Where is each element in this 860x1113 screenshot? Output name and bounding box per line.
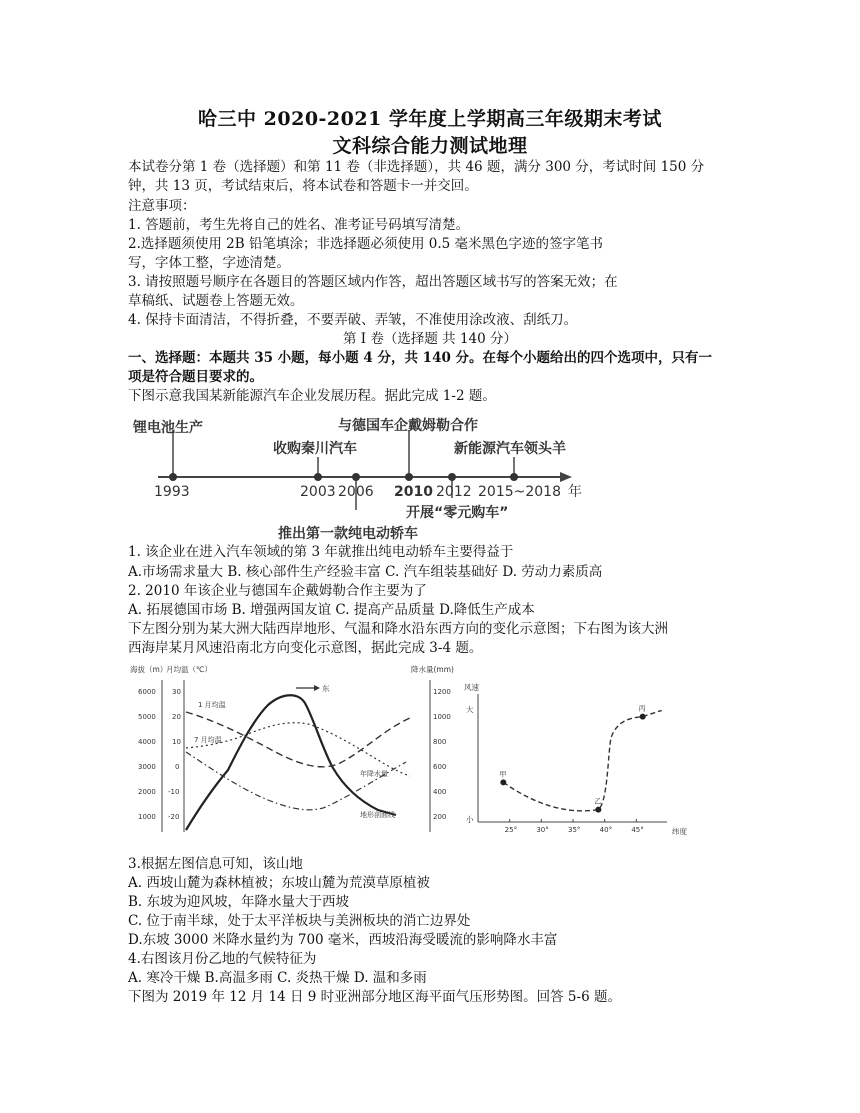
question-4-options: A. 寒冷干燥 B.高温多雨 C. 炎热干燥 D. 温和多雨 bbox=[128, 970, 427, 986]
alt-tick-6000: 6000 bbox=[138, 688, 156, 696]
y-high-label: 大 bbox=[466, 705, 474, 714]
ylabel-altitude: 海拔（m） bbox=[130, 665, 168, 674]
alt-tick-1000: 1000 bbox=[138, 813, 156, 821]
wind-speed-curve bbox=[503, 710, 661, 810]
timeline-arrow bbox=[560, 472, 572, 482]
year-2006: 2006 bbox=[338, 484, 374, 500]
label-zero-cost: 开展“零元购车” bbox=[406, 505, 509, 521]
terrain-climate-chart bbox=[128, 660, 454, 835]
alt-tick-3000: 3000 bbox=[138, 763, 156, 771]
question-4: 4.右图该月份乙地的气候特征为 bbox=[128, 951, 317, 967]
question-3-d: D.东坡 3000 米降水量约为 700 毫米，西坡沿海受暖流的影响降水丰富 bbox=[128, 932, 558, 948]
question-2-options: A. 拓展德国市场 B. 增强两国友谊 C. 提高产品质量 D.降低生产成本 bbox=[128, 602, 535, 618]
x-tick-label: 35° bbox=[568, 826, 581, 834]
label-terrain: 地形剖面线 bbox=[360, 811, 395, 819]
temp-tick-m20: -20 bbox=[168, 813, 180, 821]
temp-tick-m10: -10 bbox=[168, 788, 180, 796]
wind-point bbox=[640, 714, 646, 720]
precip-tick-200: 200 bbox=[433, 813, 447, 821]
precip-tick-1000: 1000 bbox=[433, 713, 451, 721]
notice-4: 4. 保持卡面清洁，不得折叠，不要弄破、弄皱，不准使用涂改液、刮纸刀。 bbox=[128, 312, 578, 328]
notice-title: 注意事项： bbox=[128, 198, 196, 214]
wind-point bbox=[595, 807, 601, 813]
label-jul-temp: 7 月均温 bbox=[194, 736, 222, 744]
question-1: 1. 该企业在进入汽车领域的第 3 年就推出纯电动轿车主要得益于 bbox=[128, 544, 514, 560]
wind-speed-chart bbox=[462, 678, 702, 836]
temp-tick-20: 20 bbox=[172, 713, 181, 721]
ylabel-temperature: 月均温（℃） bbox=[166, 665, 212, 674]
x-tick-label: 30° bbox=[536, 826, 549, 834]
dot-2010 bbox=[405, 473, 413, 481]
temp-tick-0: 0 bbox=[175, 763, 180, 771]
section-heading-b: 项是符合题目要求的。 bbox=[128, 369, 263, 385]
terrain-profile-line bbox=[186, 695, 396, 830]
x-tick-label: 25° bbox=[504, 826, 518, 834]
label-leader: 新能源汽车领头羊 bbox=[454, 441, 566, 457]
notice-1: 1. 答题前，考生先将自己的姓名、准考证号码填写清楚。 bbox=[128, 217, 470, 233]
question-1-options: A.市场需求量大 B. 核心部件生产经验丰富 C. 汽车组装基础好 D. 劳动力素质高 bbox=[128, 564, 603, 580]
q34-intro-b: 西海岸某月风速沿南北方向变化示意图，据此完成 3-4 题。 bbox=[128, 640, 483, 656]
x-tick-label: 45° bbox=[631, 826, 644, 834]
precip-tick-800: 800 bbox=[433, 738, 447, 746]
year-unit: 年 bbox=[568, 484, 582, 500]
dot-2006 bbox=[352, 473, 360, 481]
alt-tick-5000: 5000 bbox=[138, 713, 156, 721]
alt-tick-2000: 2000 bbox=[138, 788, 156, 796]
wind-point-label: 甲 bbox=[499, 770, 507, 779]
year-2003: 2003 bbox=[300, 484, 336, 500]
notice-3b: 草稿纸、试题卷上答题无效。 bbox=[128, 293, 304, 309]
year-2010: 2010 bbox=[394, 484, 433, 500]
x-tick-label: 40° bbox=[599, 826, 613, 834]
jul-temp-line bbox=[186, 723, 410, 776]
notice-2a: 2.选择题须使用 2B 铅笔填涂；非选择题必须使用 0.5 毫米黑色字迹的签字笔书 bbox=[128, 236, 604, 252]
dot-1993 bbox=[169, 473, 177, 481]
notice-3a: 3. 请按照题号顺序在各题目的答题区域内作答，超出答题区域书写的答案无效；在 bbox=[128, 274, 618, 290]
wind-point-label: 丙 bbox=[638, 704, 646, 713]
label-acquire: 收购秦川汽车 bbox=[273, 441, 357, 457]
precip-tick-600: 600 bbox=[433, 763, 447, 771]
wind-point bbox=[500, 779, 506, 785]
exam-title: 哈三中 2020-2021 学年度上学期高三年级期末考试 bbox=[198, 108, 662, 130]
y-low-label: 小 bbox=[466, 815, 474, 824]
label-daimler: 与德国车企戴姆勒合作 bbox=[338, 418, 478, 434]
temp-tick-10: 10 bbox=[172, 738, 181, 746]
alt-tick-4000: 4000 bbox=[138, 738, 156, 746]
xlabel-latitude: 纬度 bbox=[672, 827, 687, 836]
label-precip: 年降水量 bbox=[360, 770, 388, 778]
east-label: 东 bbox=[322, 684, 330, 693]
q12-intro: 下图示意我国某新能源汽车企业发展历程。据此完成 1-2 题。 bbox=[128, 388, 496, 404]
ylabel-precipitation: 降水量(mm) bbox=[411, 665, 454, 674]
notice-2b: 写，字体工整，字迹清楚。 bbox=[128, 255, 290, 271]
year-1993: 1993 bbox=[154, 484, 190, 500]
precip-tick-1200: 1200 bbox=[433, 688, 451, 696]
q34-intro-a: 下左图分别为某大洲大陆西岸地形、气温和降水沿东西方向的变化示意图；下右图为该大洲 bbox=[128, 621, 668, 637]
question-3-a: A. 西坡山麓为森林植被；东坡山麓为荒漠草原植被 bbox=[128, 875, 430, 891]
temp-tick-30: 30 bbox=[172, 688, 181, 696]
question-3: 3.根据左图信息可知，该山地 bbox=[128, 856, 303, 872]
year-2012: 2012 bbox=[436, 484, 472, 500]
exam-subtitle: 文科综合能力测试地理 bbox=[332, 135, 528, 157]
dot-2012 bbox=[448, 473, 456, 481]
question-2: 2. 2010 年该企业与德国车企戴姆勒合作主要为了 bbox=[128, 583, 427, 599]
q56-intro: 下图为 2019 年 12 月 14 日 9 时亚洲部分地区海平面气压形势图。回答 5-6 题。 bbox=[128, 989, 621, 1005]
wind-point-label: 乙 bbox=[594, 797, 602, 806]
question-3-b: B. 东坡为迎风坡，年降水量大于西坡 bbox=[128, 894, 350, 910]
dot-2015 bbox=[510, 473, 518, 481]
label-first-ev: 推出第一款纯电动轿车 bbox=[278, 526, 418, 542]
timeline-figure bbox=[128, 410, 598, 550]
dot-2003 bbox=[314, 473, 322, 481]
ylabel-wind: 风速 bbox=[464, 683, 479, 692]
label-jan-temp: 1 月均温 bbox=[198, 701, 226, 709]
section-heading-a: 一、选择题：本题共 35 小题，每小题 4 分，共 140 分。在每个小题给出的四个选项中，只有一 bbox=[128, 350, 713, 366]
question-3-c: C. 位于南半球，处于太平洋板块与美洲板块的消亡边界处 bbox=[128, 913, 471, 929]
year-2015-2018: 2015~2018 bbox=[478, 484, 561, 500]
volume-title: 第 I 卷（选择题 共 140 分） bbox=[342, 331, 518, 347]
intro-line-2: 钟，共 13 页，考试结束后，将本试卷和答题卡一并交回。 bbox=[128, 178, 478, 194]
east-arrow-head bbox=[314, 685, 320, 691]
intro-line-1: 本试卷分第 1 卷（选择题）和第 11 卷（非选择题），共 46 题，满分 300 分，考试时间 150 分 bbox=[128, 159, 705, 175]
precip-tick-400: 400 bbox=[433, 788, 447, 796]
label-battery: 锂电池生产 bbox=[133, 420, 203, 436]
